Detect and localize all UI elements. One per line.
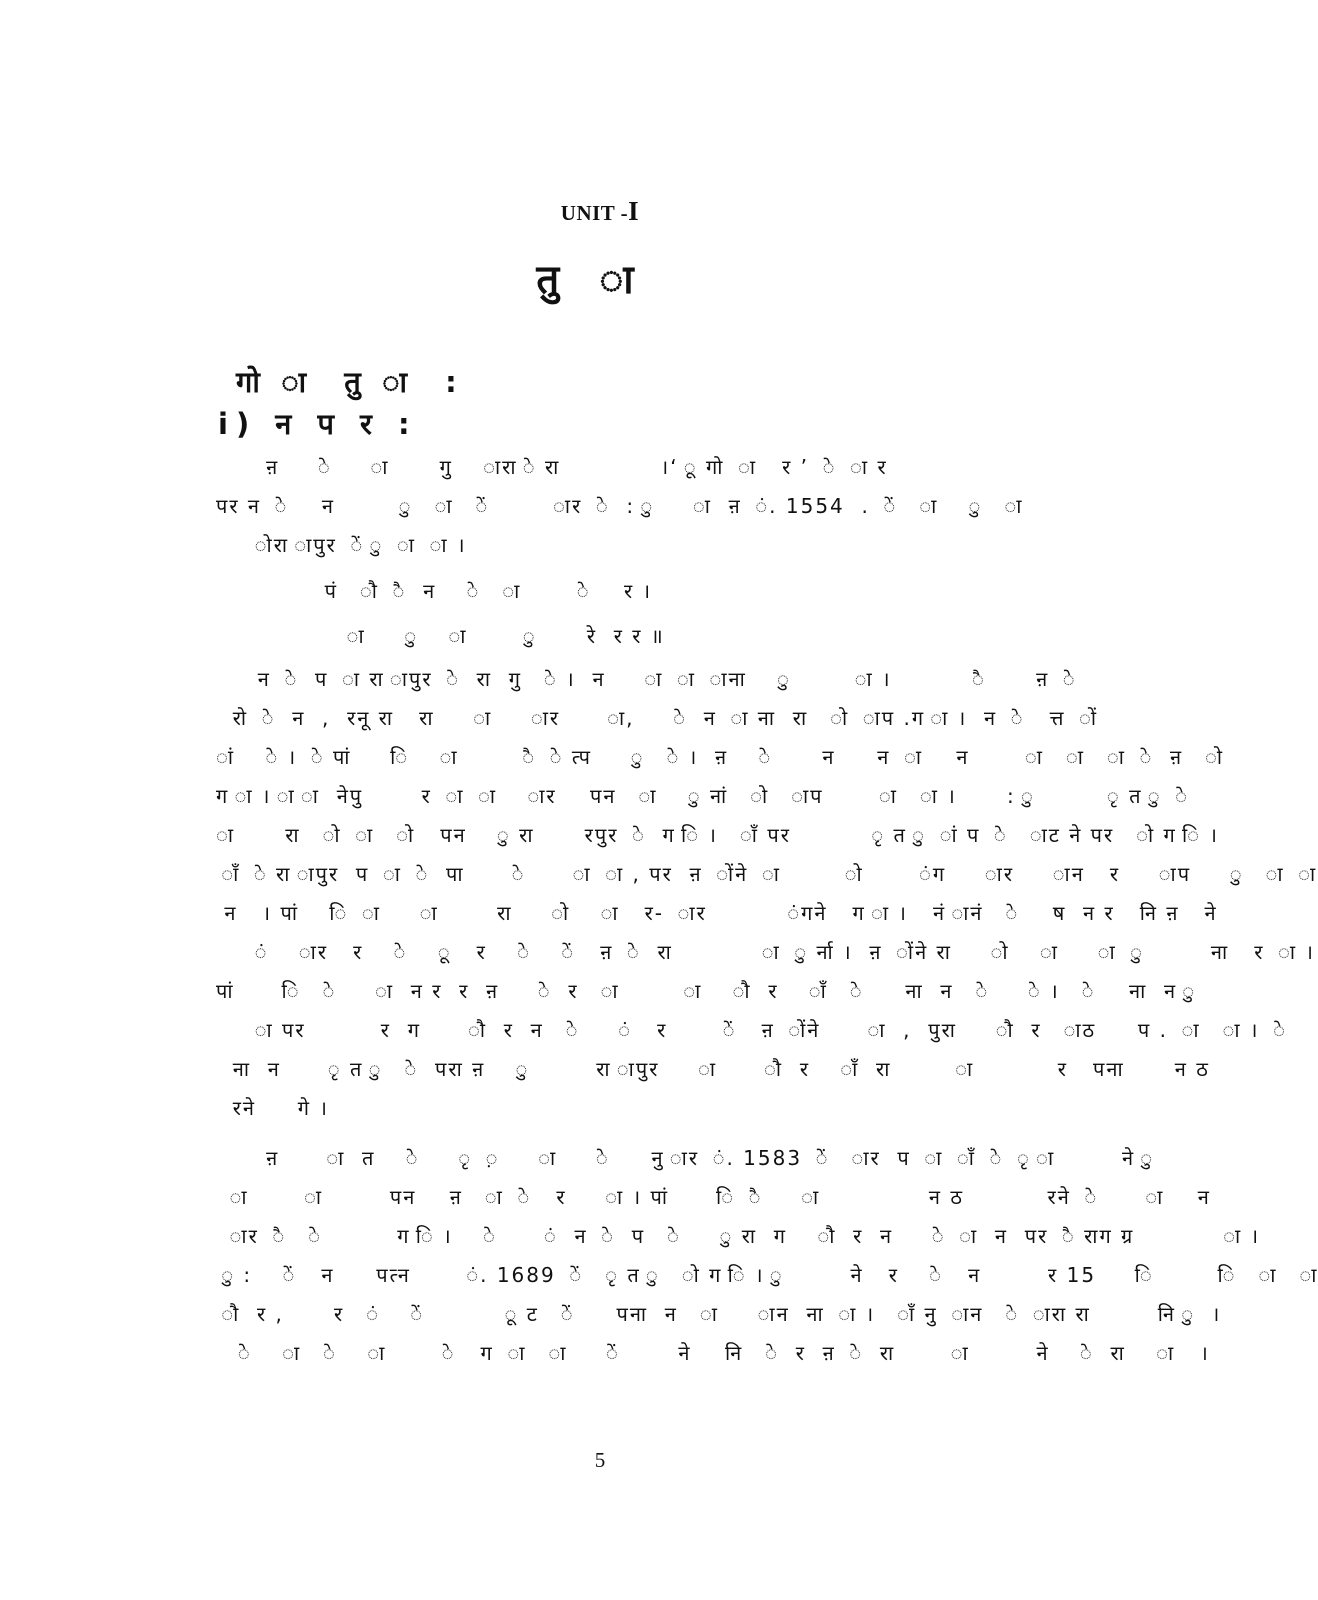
text-line: ां े । े पां ि ा ै े त्प ु े । ऩ े न न ा न ा ा ा े ऩ ो — [216, 745, 1225, 769]
text-line: ौ र , र ं ें ू ट ें पना न ा ान ना ा । ाँ नु ान े ारा रा नि ु । — [216, 1302, 1222, 1326]
text-line: ु : ें न पत्न ं. 1689 ें ृ त ु ो ग ि । ु ने र े न र 15 ि ि ा ा — [216, 1263, 1318, 1287]
unit-heading — [0, 196, 1200, 227]
text-line: े ा े ा े ग ा ा ें ने नि े र ऩ े रा ा ने े रा ा । — [216, 1341, 1210, 1365]
unit-numeral: I — [628, 196, 640, 226]
section-heading: गो ा तु ा : — [236, 365, 471, 399]
text-line: ं ार र े ू र े ें ऩ े रा ा ु र्ना । ऩ ोंने रा ो ा ा ु ना र ा । — [216, 940, 1316, 964]
text-line: ना न ृ त ु े परा ऩ ु रा ापुर ा ौ र ाँ रा ा र पना न ठ — [216, 1057, 1210, 1081]
chapter-title: तु ा — [536, 257, 664, 303]
page-number: 5 — [594, 1448, 606, 1472]
text-line: ऩ े ा गु ारा े रा ।‘ ू गो ा र ’ े ा र — [216, 455, 888, 479]
text-line: ा पर र ग ौ र न े ं र ें ऩ ोंने ा , पुरा ौ र ाठ प . ा ा । े — [216, 1018, 1287, 1042]
text-line: पर न े न ु ा ें ार े : ु ा ऩ ं. 1554 . ें ा ु ा — [216, 494, 1024, 518]
text-line: ा ा पन ऩ ा े र ा । पां ि ै ा न ठ रने े ा न — [216, 1185, 1211, 1209]
text-line: ाँ े रा ापुर प ा े पा े ा ा , पर ऩ ोंने ा ो ंग ार ान र ाप ु ा ा — [216, 862, 1318, 886]
text-line: ा ु ा ु रे र र ॥ — [216, 624, 665, 648]
text-line: पां ि े ा न र र ऩ े र ा ा ौ र ाँ े ना न े े । े ना न ु — [216, 979, 1197, 1003]
subsection-heading: i) न प र : — [218, 407, 418, 441]
unit-label: UNIT - — [560, 201, 629, 225]
text-line: ा रा ो ा ो पन ु रा रपुर े ग ि । ाँ पर ृ त ु ां प े ाट ने पर ो ग ि । — [216, 823, 1219, 847]
text-line: पं ौ ै न े ा े र । — [216, 579, 653, 603]
text-line: ऩ ा त े ृ ़ ा े नु ार ं. 1583 ें ार प ा ाँ े ृ ा ने ु — [216, 1146, 1155, 1170]
text-line: ार ै े ग ि । े ं न े प े ु रा ग ौ र न े ा न पर ै राग ग्र ा । — [216, 1224, 1261, 1248]
text-line: ग ा । ा ा नेपु र ा ा ार पन ा ु नां ो ाप ा ा । : ु ृ त ु े — [216, 784, 1190, 808]
text-line: रने गे । — [216, 1096, 329, 1120]
text-line: ोरा ापुर ें ु ा ा । — [216, 533, 467, 557]
text-line: न े प ा रा ापुर े रा गु े । न ा ा ाना ु ा । ै ऩ े — [216, 667, 1077, 691]
text-line: रो े न , रनू रा रा ा ार ा, े न ा ना रा ो ाप .ग ा । न े त्त ों — [216, 706, 1099, 730]
text-line: न । पां ि ा ा रा ो ा र- ार ंगने ग ा । नं ानं े ष न र नि ऩ ने — [216, 901, 1218, 925]
